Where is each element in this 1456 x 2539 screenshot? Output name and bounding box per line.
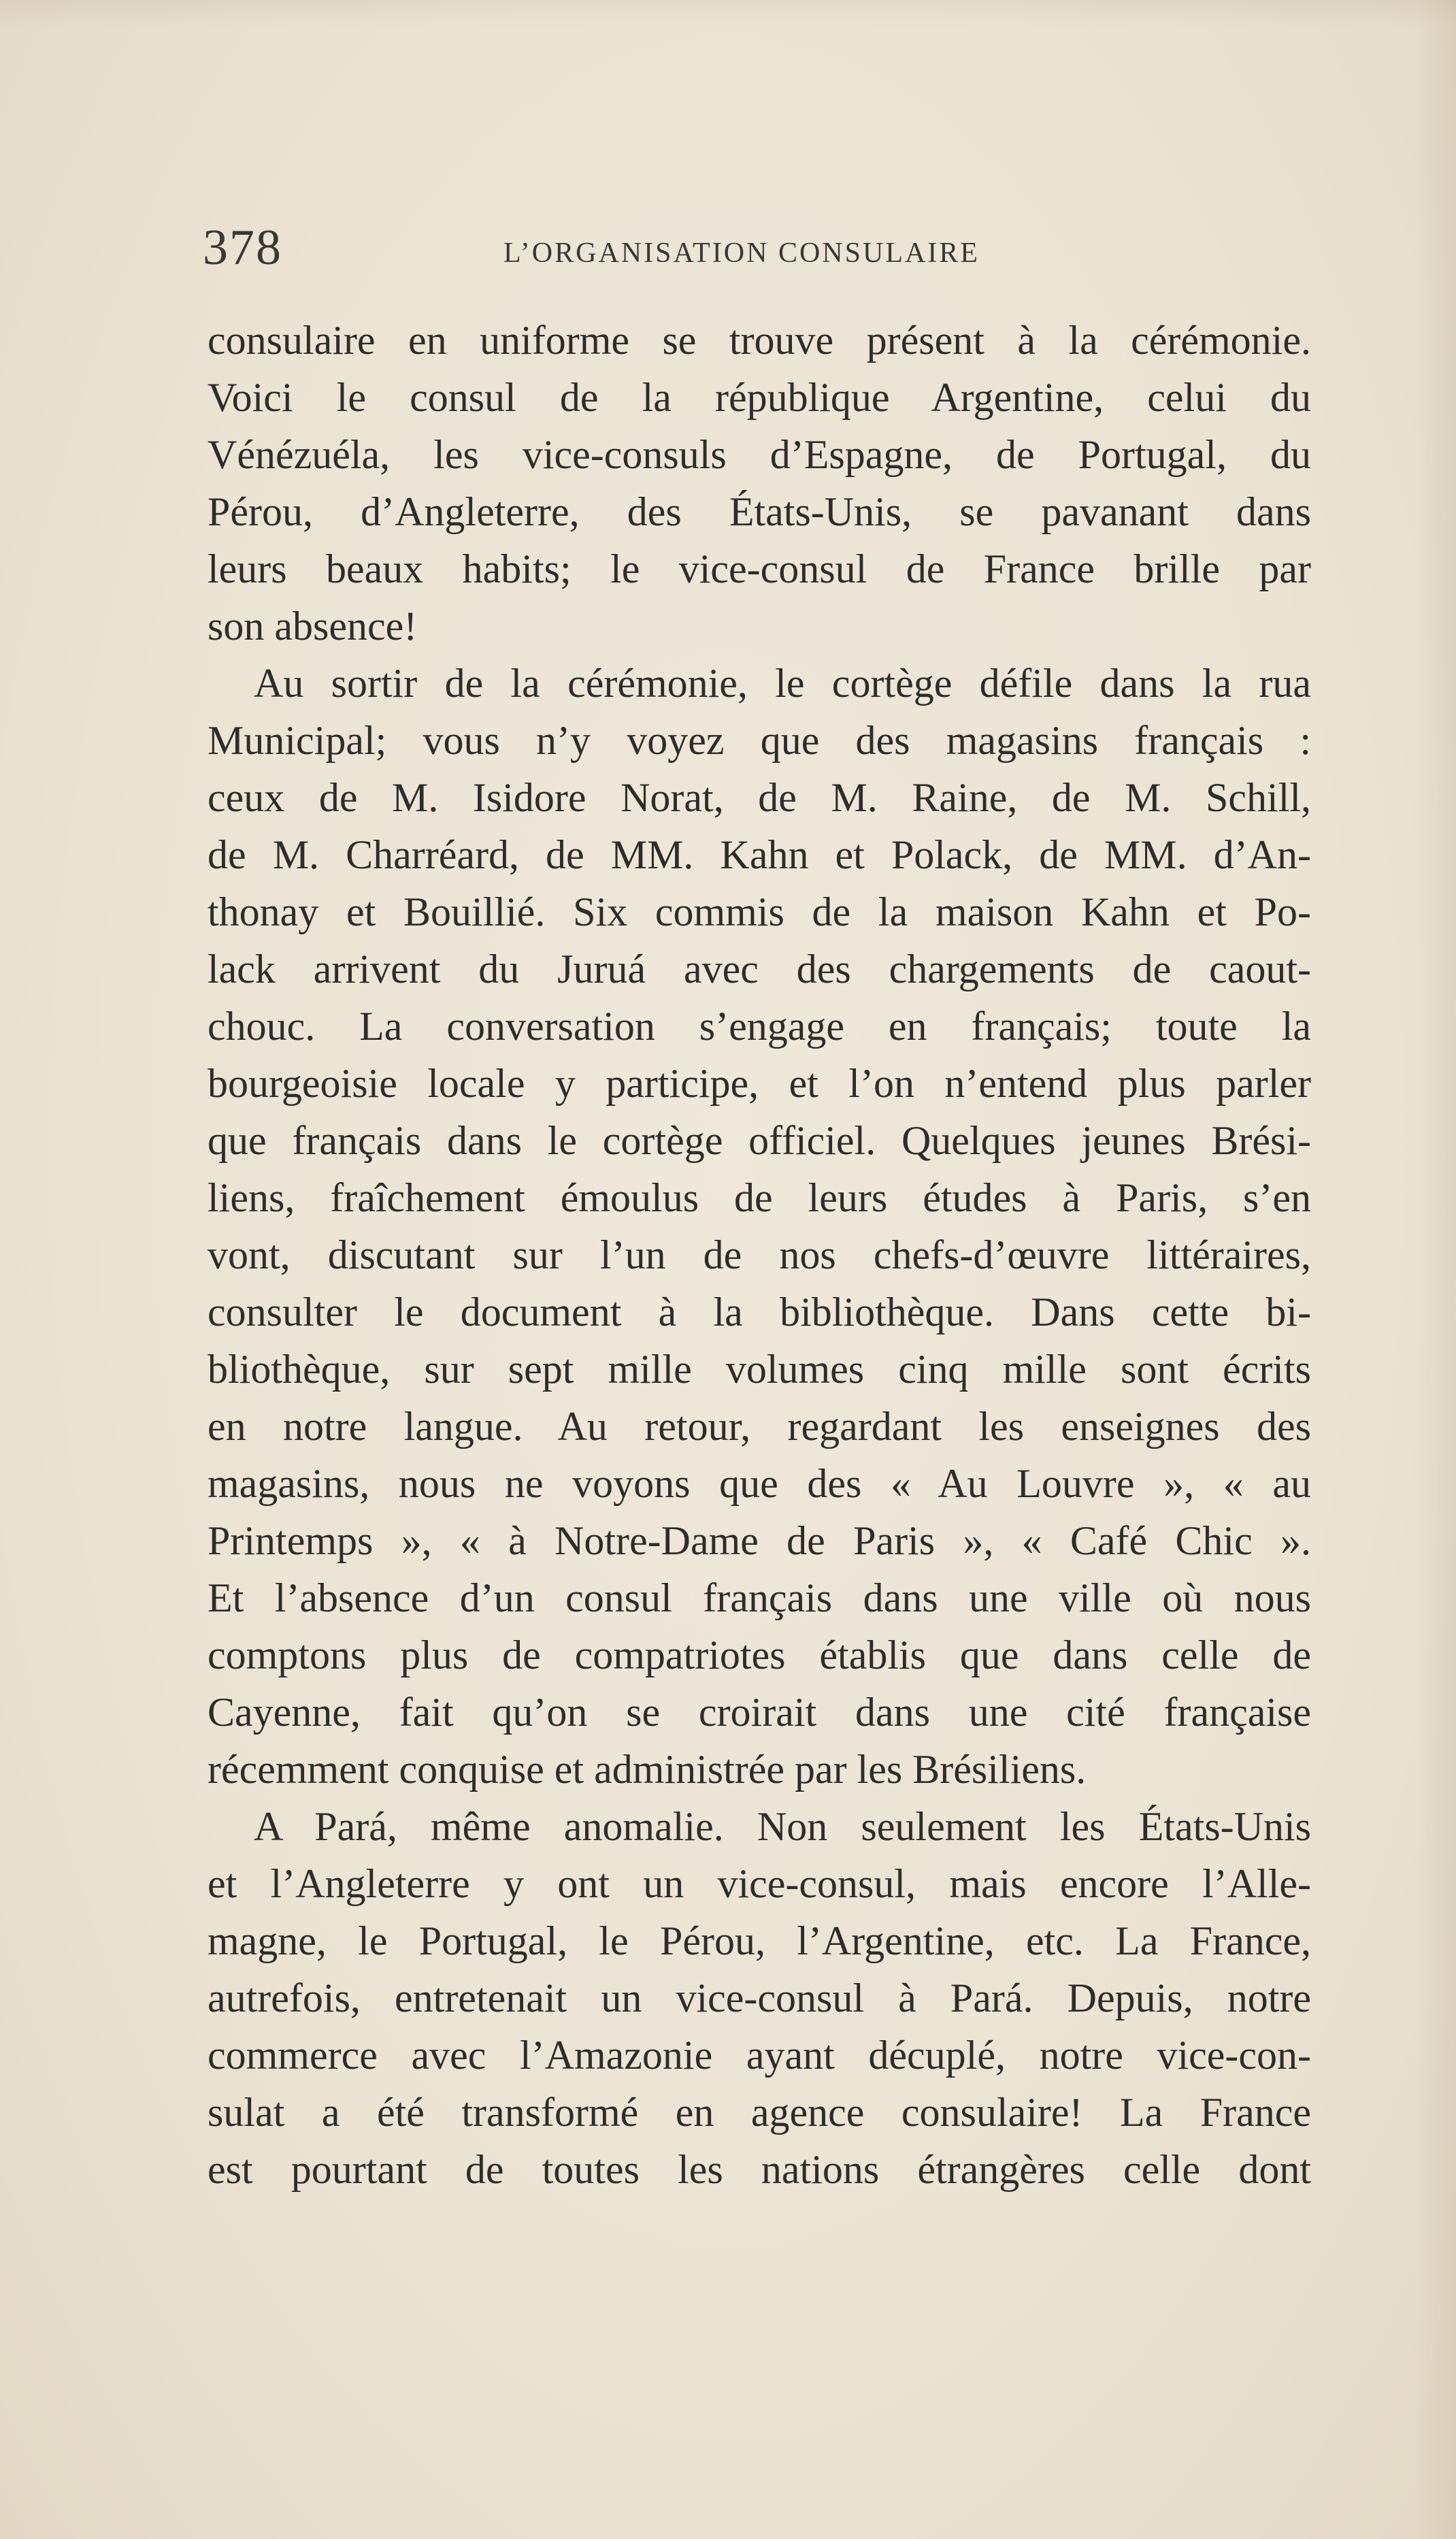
text-line: thonay et Bouillié. Six commis de la maison Kahn et Po-: [208, 889, 1311, 934]
text-line: Au sortir de la cérémonie, le cortège défile dans la rua: [254, 661, 1311, 706]
page-top-shading: [0, 0, 1456, 27]
page-number: 378: [203, 220, 282, 276]
text-line: consulaire en uniforme se trouve présent à la cérémonie.: [208, 318, 1311, 363]
text-line: vont, discutant sur l’un de nos chefs-d’œuvre littéraires,: [208, 1232, 1311, 1277]
text-line: lack arrivent du Juruá avec des chargements de caout-: [208, 947, 1311, 992]
text-line: comptons plus de compatriotes établis que dans celle de: [208, 1633, 1311, 1677]
text-line: que français dans le cortège officiel. Quelques jeunes Brési-: [208, 1118, 1311, 1163]
text-line: autrefois, entretenait un vice-consul à Pará. Depuis, notre: [208, 1976, 1311, 2020]
text-line: Printemps », « à Notre-Dame de Paris », « Café Chic ».: [208, 1518, 1311, 1563]
text-line: ceux de M. Isidore Norat, de M. Raine, de M. Schill,: [208, 775, 1311, 820]
text-line: de M. Charréard, de MM. Kahn et Polack, de MM. d’An-: [208, 832, 1311, 877]
text-line: bliothèque, sur sept mille volumes cinq mille sont écrits: [208, 1347, 1311, 1392]
text-line: consulter le document à la bibliothèque. Dans cette bi-: [208, 1290, 1311, 1334]
text-line: Municipal; vous n’y voyez que des magasins français :: [208, 718, 1311, 763]
body-text: [208, 312, 1311, 2198]
text-line: Vénézuéla, les vice-consuls d’Espagne, de Portugal, du: [208, 432, 1311, 477]
text-line: bourgeoisie locale y participe, et l’on n’entend plus parler: [208, 1061, 1311, 1106]
text-line: A Pará, même anomalie. Non seulement les États-Unis: [254, 1804, 1311, 1849]
text-line: commerce avec l’Amazonie ayant décuplé, notre vice-con-: [208, 2033, 1311, 2078]
text-line: Voici le consul de la république Argentine, celui du: [208, 375, 1311, 420]
running-title: L’ORGANISATION CONSULAIRE: [503, 237, 980, 269]
text-line: récemment conquise et administrée par les Brésiliens.: [208, 1747, 1087, 1792]
text-line: Pérou, d’Angleterre, des États-Unis, se pavanant dans: [208, 489, 1311, 534]
text-line: leurs beaux habits; le vice-consul de France brille par: [208, 546, 1311, 591]
text-line: Cayenne, fait qu’on se croirait dans une cité française: [208, 1690, 1311, 1735]
text-line: en notre langue. Au retour, regardant les enseignes des: [208, 1404, 1311, 1449]
text-line: et l’Angleterre y ont un vice-consul, mais encore l’Alle-: [208, 1861, 1311, 1906]
text-line: son absence!: [208, 604, 418, 649]
text-line: liens, fraîchement émoulus de leurs études à Paris, s’en: [208, 1175, 1311, 1220]
text-line: Et l’absence d’un consul français dans une ville où nous: [208, 1575, 1311, 1620]
page-edge-shading: [1415, 0, 1456, 2539]
text-line: chouc. La conversation s’engage en français; toute la: [208, 1004, 1311, 1049]
text-line: est pourtant de toutes les nations étrangères celle dont: [208, 2147, 1311, 2192]
text-line: magasins, nous ne voyons que des « Au Louvre », « au: [208, 1461, 1311, 1506]
text-line: sulat a été transformé en agence consulaire! La France: [208, 2090, 1311, 2135]
text-line: magne, le Portugal, le Pérou, l’Argentine, etc. La France,: [208, 1918, 1311, 1963]
